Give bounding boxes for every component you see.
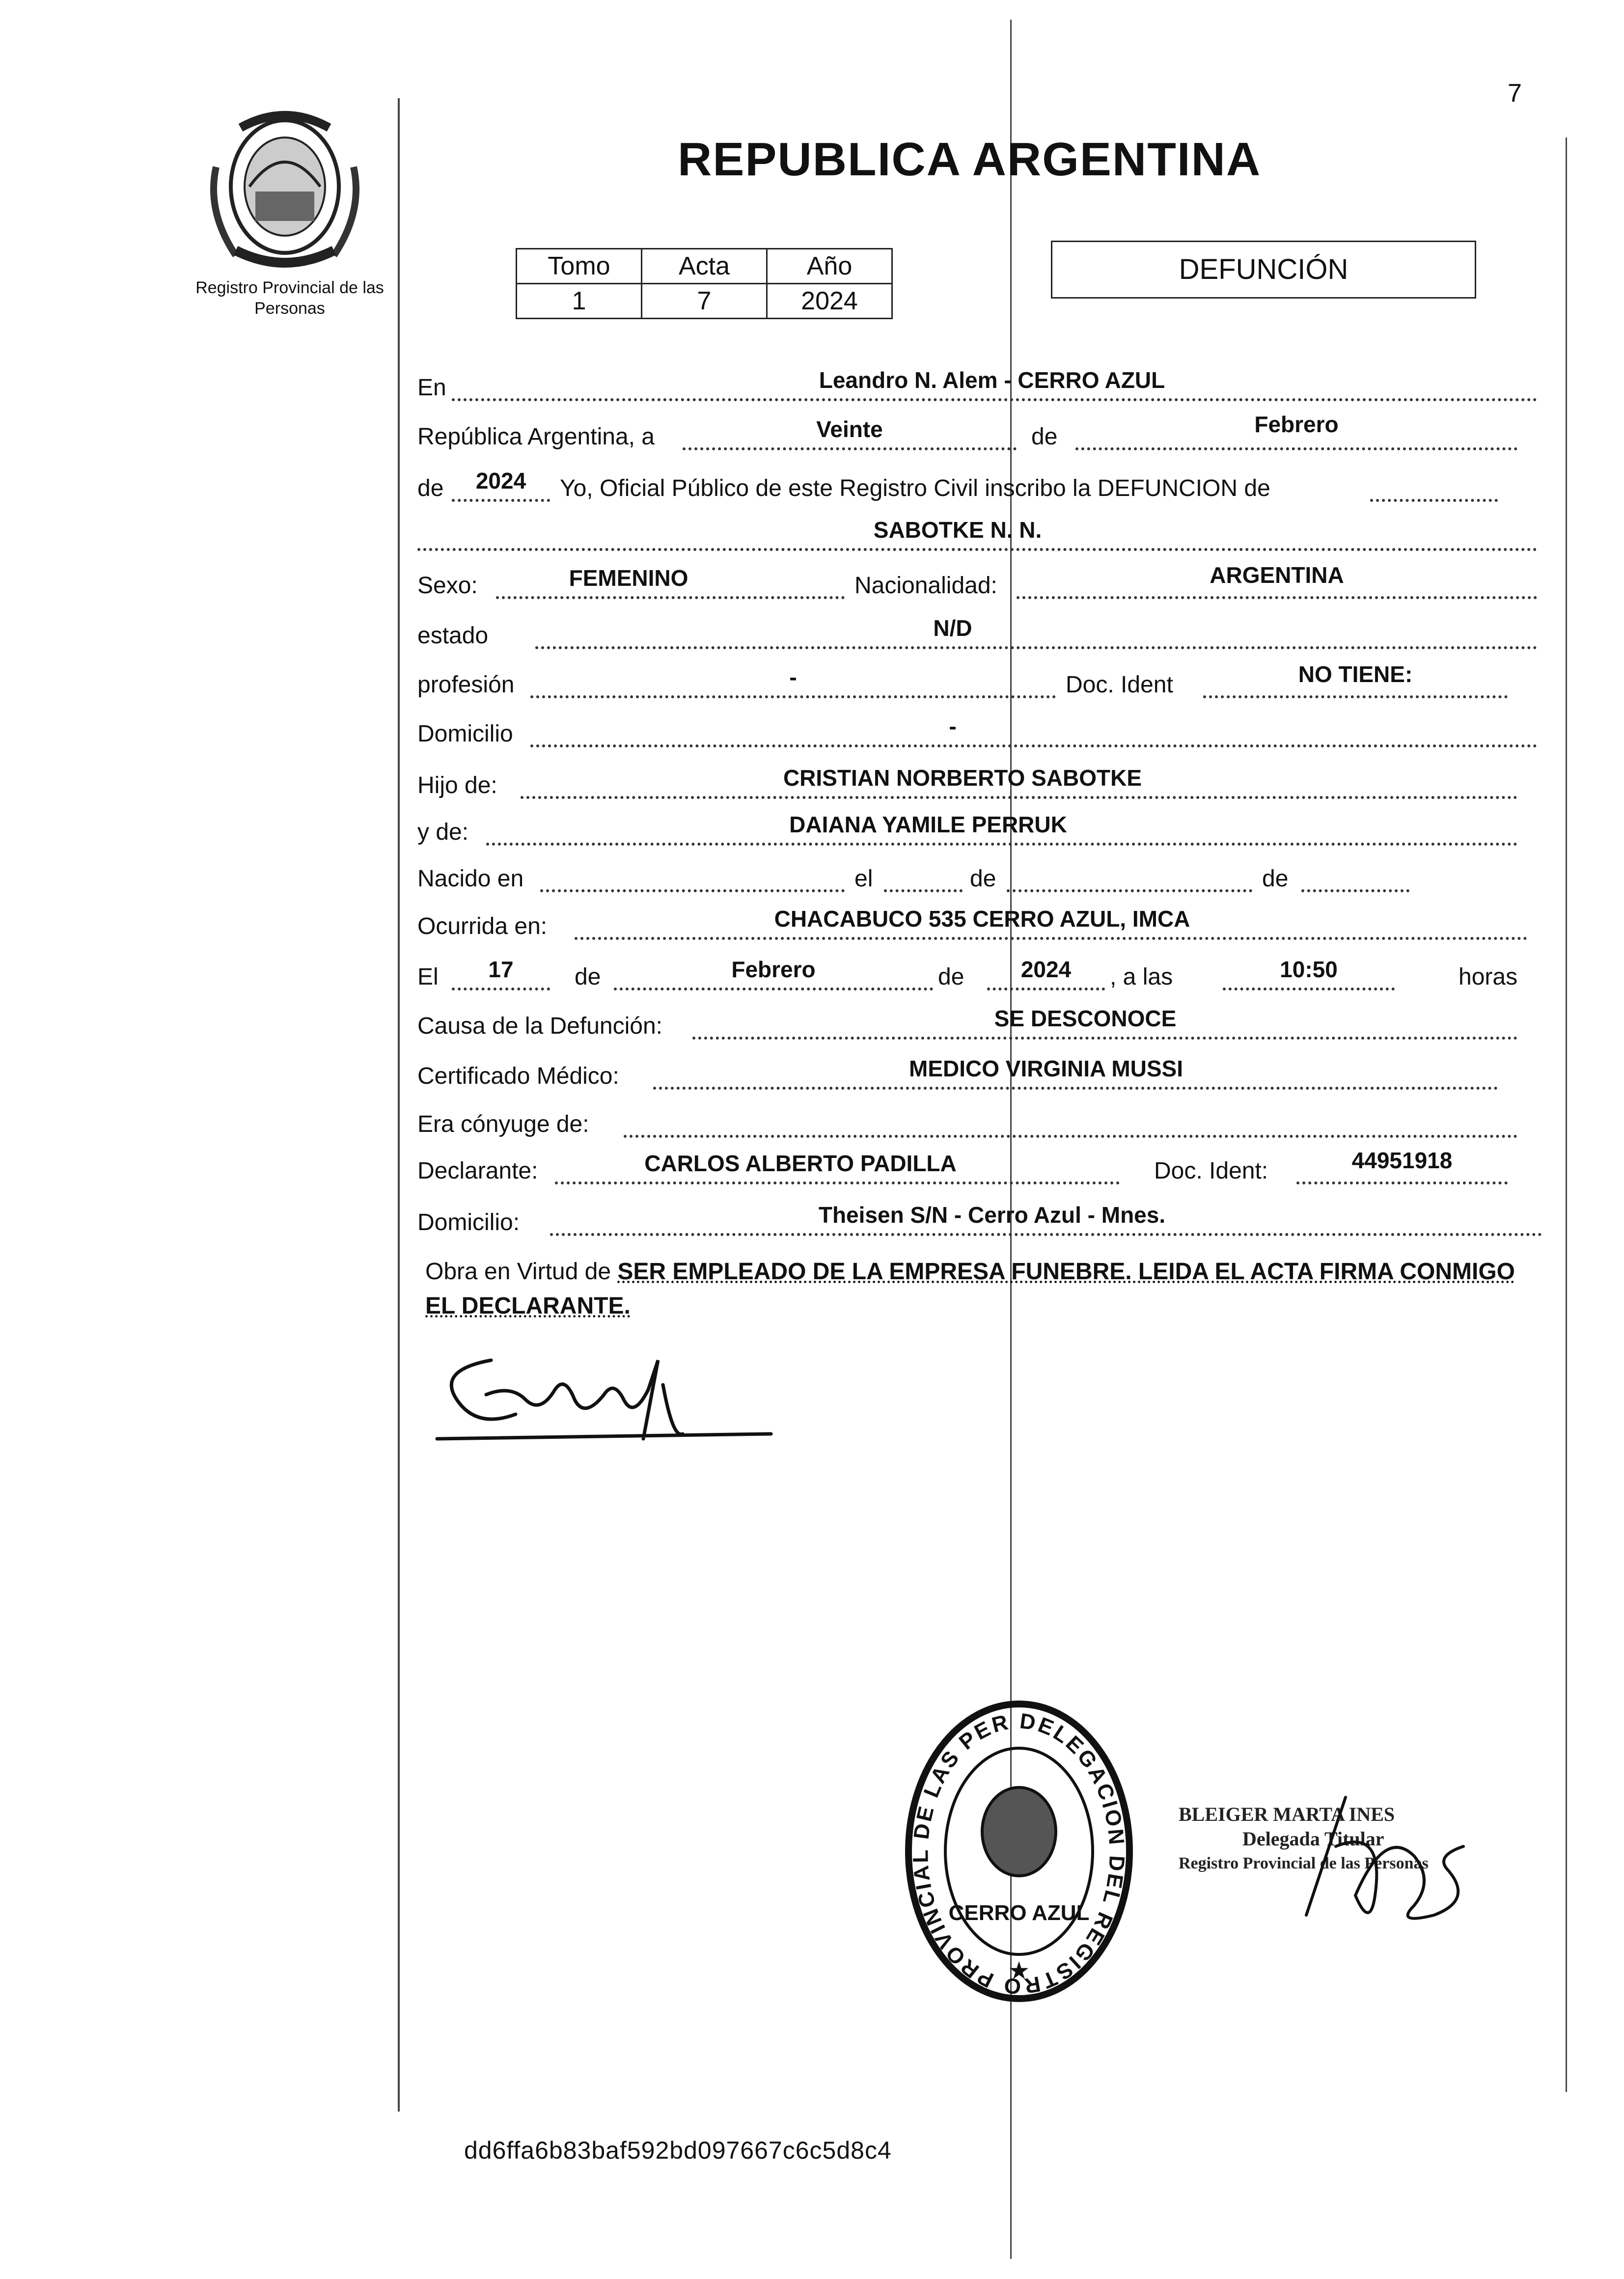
- value-death-time: 10:50: [1280, 957, 1338, 982]
- header-ano: Año: [767, 249, 892, 284]
- value-certificate: MEDICO VIRGINIA MUSSI: [909, 1056, 1183, 1081]
- value-nacionalidad: ARGENTINA: [1210, 562, 1344, 588]
- dotted-fill: [452, 398, 1537, 401]
- row-nacido: [417, 857, 1547, 896]
- value-mother: DAIANA YAMILE PERRUK: [789, 812, 1067, 837]
- delegation-seal: [899, 1689, 1139, 2004]
- province-crest: [206, 108, 363, 270]
- value-declarant-address: Theisen S/N - Cerro Azul - Mnes.: [818, 1202, 1166, 1228]
- dotted-fill: [692, 1037, 1517, 1040]
- label-nacionalidad: Nacionalidad:: [854, 573, 997, 599]
- value-place-of-death: CHACABUCO 535 CERRO AZUL, IMCA: [774, 906, 1190, 932]
- dotted-fill: [653, 1087, 1498, 1090]
- obra-prefix: Obra en Virtud de: [425, 1259, 611, 1285]
- value-ano: 2024: [767, 284, 892, 319]
- value-declarant-doc: 44951918: [1351, 1148, 1453, 1173]
- label-de: de: [1262, 866, 1289, 892]
- row-ocurrida: [417, 905, 1547, 944]
- value-cause: SE DESCONOCE: [994, 1006, 1177, 1031]
- inscription-text: Yo, Oficial Público de este Registro Civil inscribo la DEFUNCION de: [560, 475, 1270, 501]
- row-certificado: [417, 1054, 1547, 1094]
- row-causa: [417, 1004, 1547, 1043]
- left-margin-rule: [398, 98, 400, 2112]
- label-en: En: [417, 375, 446, 401]
- row-year: [417, 467, 1547, 506]
- dotted-fill: [1017, 596, 1537, 599]
- value-day-words: Veinte: [816, 416, 883, 442]
- dotted-fill: [987, 988, 1105, 990]
- row-domicilio: [417, 712, 1547, 751]
- dotted-fill: [550, 1233, 1542, 1236]
- value-doc-ident: NO TIENE:: [1298, 661, 1413, 687]
- row-hijo: [417, 764, 1547, 803]
- dotted-fill: [683, 447, 1017, 450]
- declarant-signature: [427, 1341, 781, 1454]
- dotted-fill: [1223, 988, 1395, 990]
- header-acta: Acta: [642, 249, 767, 284]
- label-sexo: Sexo:: [417, 573, 478, 599]
- label-de: de: [1031, 424, 1058, 450]
- seal-center-text: CERRO AZUL: [948, 1901, 1090, 1925]
- dotted-fill: [575, 937, 1527, 940]
- value-month: Febrero: [1254, 412, 1339, 437]
- dotted-fill: [1203, 695, 1508, 698]
- label-horas: horas: [1459, 964, 1518, 990]
- label-el: El: [417, 964, 439, 990]
- label-ocurrida: Ocurrida en:: [417, 913, 548, 939]
- label-de: de: [575, 964, 601, 990]
- row-estado: [417, 614, 1547, 653]
- dotted-fill: [1007, 889, 1252, 892]
- label-declarante: Declarante:: [417, 1158, 538, 1184]
- value-tomo: 1: [517, 284, 642, 319]
- row-y-de: [417, 810, 1547, 850]
- value-estado: N/D: [933, 615, 972, 641]
- official-role: Delegada Titular: [1242, 1828, 1384, 1850]
- record-table-values: [517, 284, 892, 319]
- value-death-year: 2024: [1020, 957, 1072, 982]
- dotted-fill: [540, 889, 845, 892]
- obra-text: SER EMPLEADO DE LA EMPRESA FUNEBRE. LEIDA EL ACTA FIRMA CONMIGO EL DECLARANTE.: [425, 1259, 1515, 1319]
- value-sexo: FEMENINO: [569, 565, 688, 591]
- row-fecha: [417, 955, 1547, 994]
- official-name: BLEIGER MARTA INES: [1179, 1803, 1395, 1825]
- dotted-fill: [452, 988, 550, 990]
- value-en: Leandro N. Alem - CERRO AZUL: [819, 367, 1165, 393]
- label-de: de: [970, 866, 996, 892]
- value-year: 2024: [475, 468, 526, 494]
- dotted-fill: [530, 744, 1537, 747]
- right-margin-rule: [1566, 137, 1567, 2092]
- dotted-fill: [1301, 889, 1409, 892]
- seal-ring-text: DELEGACION DEL REGISTRO PROVINCIAL DE LAS PER: [908, 1709, 1129, 1999]
- page-title: REPUBLICA ARGENTINA: [678, 133, 1262, 186]
- label-certificado: Certificado Médico:: [417, 1063, 619, 1089]
- dotted-fill: [535, 646, 1537, 649]
- page-number: 7: [1508, 79, 1522, 108]
- dotted-fill: [452, 499, 550, 502]
- label-estado: estado: [417, 623, 489, 649]
- seal-star-icon: ★: [1008, 1957, 1030, 1984]
- dotted-fill: [614, 988, 933, 990]
- row-profesion: [417, 663, 1547, 702]
- label-y-de: y de:: [417, 819, 469, 845]
- row-name: [417, 516, 1547, 555]
- dotted-fill: [555, 1181, 1120, 1184]
- label-hijo: Hijo de:: [417, 772, 497, 798]
- label-el: el: [854, 866, 873, 892]
- dotted-fill: [884, 889, 963, 892]
- official-org: Registro Provincial de las Personas: [1179, 1854, 1429, 1872]
- obra-clause: [425, 1255, 1545, 1323]
- value-death-month: Febrero: [731, 957, 816, 982]
- record-table: [516, 248, 893, 319]
- dotted-fill: [417, 548, 1537, 551]
- value-death-day: 17: [488, 957, 514, 982]
- value-acta: 7: [642, 284, 767, 319]
- row-domicilio-declarante: [417, 1201, 1547, 1240]
- row-declarante: [417, 1149, 1547, 1188]
- dotted-fill: [1075, 447, 1517, 450]
- dotted-fill: [521, 796, 1517, 799]
- dotted-fill: [530, 695, 1056, 698]
- registry-label: Registro Provincial de las Personas: [195, 278, 384, 318]
- label-domicilio: Domicilio:: [417, 1209, 520, 1236]
- dotted-fill: [496, 596, 845, 599]
- label-causa: Causa de la Defunción:: [417, 1013, 662, 1039]
- record-table-header: [517, 249, 892, 284]
- label-republica: República Argentina, a: [417, 424, 655, 450]
- value-father: CRISTIAN NORBERTO SABOTKE: [783, 765, 1142, 791]
- dotted-fill: [624, 1135, 1517, 1138]
- row-en: [417, 366, 1547, 405]
- dotted-fill: [1370, 499, 1498, 502]
- row-republica: [417, 412, 1547, 454]
- label-conyuge: Era cónyuge de:: [417, 1111, 589, 1137]
- value-declarant: CARLOS ALBERTO PADILLA: [644, 1151, 957, 1176]
- row-conyuge: [417, 1102, 1547, 1142]
- document-hash: dd6ffa6b83baf592bd097667c6c5d8c4: [464, 2137, 892, 2164]
- dotted-fill: [1296, 1181, 1508, 1184]
- value-profesion: -: [789, 664, 797, 690]
- official-signature: [1287, 1768, 1493, 1945]
- label-de: de: [938, 964, 964, 990]
- row-sexo: [417, 564, 1547, 603]
- label-profesion: profesión: [417, 672, 515, 698]
- label-nacido: Nacido en: [417, 866, 524, 892]
- header-tomo: Tomo: [517, 249, 642, 284]
- value-domicilio: -: [949, 714, 957, 739]
- label-doc-ident: Doc. Ident: [1066, 672, 1173, 698]
- value-deceased-name: SABOTKE N. N.: [873, 517, 1042, 543]
- label-de: de: [417, 475, 444, 501]
- label-domicilio: Domicilio: [417, 721, 513, 747]
- label-doc-ident: Doc. Ident:: [1154, 1158, 1268, 1184]
- label-a-las: , a las: [1110, 964, 1173, 990]
- record-type-box: DEFUNCIÓN: [1051, 241, 1476, 299]
- dotted-fill: [486, 843, 1517, 846]
